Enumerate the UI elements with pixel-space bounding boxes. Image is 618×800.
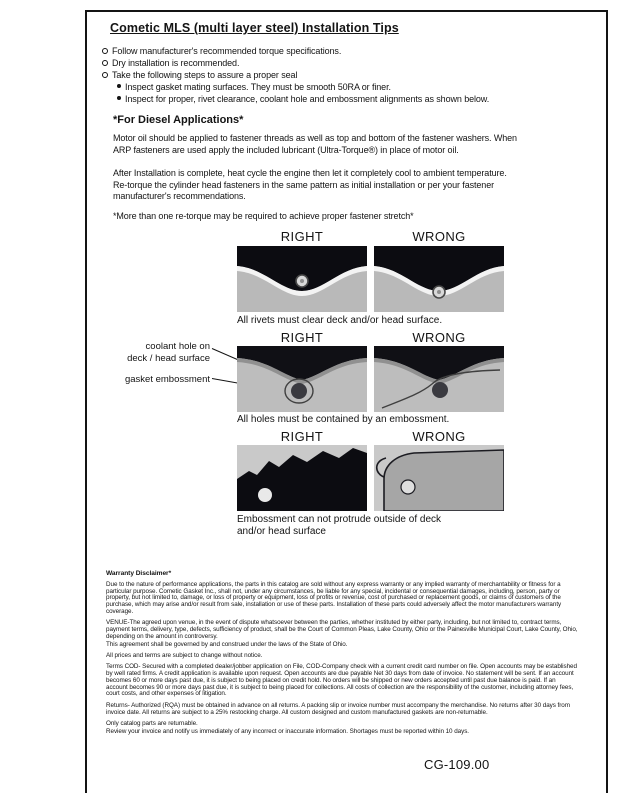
list-item-text: Inspect gasket mating surfaces. They must be smooth 50RA or finer.	[125, 82, 391, 92]
row3-right-header: RIGHT	[280, 429, 324, 444]
list-item	[102, 57, 489, 69]
row2-caption: All holes must be contained by an embossment.	[237, 414, 450, 425]
embossment-wrong-diagram	[374, 346, 504, 412]
circle-bullet-icon	[102, 72, 108, 78]
embossment-protruding-illustration-icon	[374, 445, 504, 511]
list-item-text: Follow manufacturer's recommended torque specifications.	[112, 46, 342, 56]
coolant-hole-label-line2: deck / head surface	[127, 353, 210, 364]
row1-right-header: RIGHT	[280, 229, 324, 244]
disclaimer-paragraph: Review your invoice and notify us immediately of any incorrect or inaccurate information. Shortages must be reported within 10 days.	[106, 727, 469, 735]
list-item	[117, 93, 489, 105]
list-item-text: Inspect for proper, rivet clearance, coolant hole and embossment alignments as shown below.	[125, 94, 490, 104]
circle-bullet-icon	[102, 48, 108, 54]
rivet-wrong-diagram	[374, 246, 504, 312]
disclaimer-paragraph: Returns- Authorized (RQA) must be obtained in advance on all returns. A packing slip or invoice number must accompany the merchandise. No returns after 30 days from invoice date. All returns are subject to a 25% restocking charge. All custom designed and custom manufactured gaskets are non-returnable.	[106, 701, 570, 716]
page-code: CG-109.00	[424, 757, 490, 772]
row3-wrong-header: WRONG	[412, 429, 466, 444]
disclaimer-paragraph: This agreement shall be governed by and construed under the laws of the State of Ohio.	[106, 640, 348, 648]
dot-bullet-icon	[117, 84, 121, 88]
list-item	[102, 45, 489, 57]
embossment-inside-illustration-icon	[237, 445, 367, 511]
disclaimer-paragraph: VENUE-The agreed upon venue, in the event of dispute whatsoever between the parties, whether instituted by either party, including, but not limited to, contract terms, payment terms, delivery, type, defects, sufficiency of product, shall be the Court of Common Pleas, Lake County, Ohio or the Painesville Municipal Court, Lake County, Ohio, depending on the amount in controversy.	[106, 619, 578, 640]
list-item-text: Dry installation is recommended.	[112, 58, 240, 68]
installation-tips-sublist	[117, 81, 489, 105]
disclaimer-paragraph: Due to the nature of performance applications, the parts in this catalog are sold without any express warranty or any implied warranty of merchantability or fitness for a particular purpose. Cometic Gasket Inc., shall not, under any circumstances, be liable for any special, incidental or consequential damages, including, person, party or property, but not limited to, damage, or loss of property or equipment, loss of profits or revenue, cost of purchased or replacement goods, or claims of customers of the purchase, which may arise and/or result from sale, installation or use of these parts. Installation of these parts could adversely affect the motor manufacturers warranty coverage.	[106, 580, 562, 615]
row2-wrong-header: WRONG	[412, 330, 466, 345]
row2-right-header: RIGHT	[280, 330, 324, 345]
page-border-right	[606, 10, 608, 793]
gasket-embossment-label: gasket embossment	[124, 374, 210, 385]
retorque-note: *More than one re-torque may be required to achieve proper fastener stretch*	[113, 211, 414, 221]
diesel-paragraph-2: After Installation is complete, heat cycle the engine then let it completely cool to ambient temperature. Re-torque the cylinder head fasteners in the same pattern as initial installation or per your fastener manufacturer's recommendations.	[113, 168, 507, 201]
rivet-right-diagram	[237, 246, 367, 312]
page-border-top	[85, 10, 608, 12]
row1-caption: All rivets must clear deck and/or head surface.	[237, 315, 443, 326]
disclaimer-paragraph: Terms COD- Secured with a completed dealer/jobber application on File, COD-Company check with a current credit card number on file. Open accounts may be established by well rated firms. A credit application is available upon request. Open accounts are due payable Net 30 days from date of invoice. No statement will be sent. If an account becomes 60 or more days past due, it is subject to being placed on credit hold. No orders will be shipped or new orders accepted until past due balance is paid. If an account becomes 90 or more days past due, it is subject to being placed for collections. All costs of collection are the responsibility of the customer, including attorney fees, court costs, and other expenses of litigation.	[106, 663, 577, 698]
page-title: Cometic MLS (multi layer steel) Installation Tips	[110, 21, 399, 35]
dot-bullet-icon	[117, 96, 121, 100]
installation-tips-list	[102, 45, 489, 105]
hole-contained-illustration-icon	[237, 346, 367, 412]
coolant-hole-label-line1: coolant hole on	[145, 341, 210, 352]
page-border-left	[85, 10, 87, 793]
disclaimer-paragraph: All prices and terms are subject to change without notice.	[106, 651, 263, 659]
warranty-disclaimer-section	[106, 571, 578, 740]
coolant-hole-label	[118, 341, 210, 365]
disclaimer-heading: Warranty Disclaimer*	[106, 570, 172, 577]
row3-caption: Embossment can not protrude outside of deck and/or head surface	[237, 514, 442, 537]
rivet-clear-illustration-icon	[237, 246, 367, 312]
list-item	[102, 69, 489, 81]
protrusion-wrong-diagram	[374, 445, 504, 511]
row1-wrong-header: WRONG	[412, 229, 466, 244]
rivet-overlap-illustration-icon	[374, 246, 504, 312]
diesel-paragraph-1: Motor oil should be applied to fastener threads as well as top and bottom of the fastener washers. When ARP fasteners are used apply the included lubricant (Ultra-Torque®) in place of motor oil.	[113, 133, 517, 155]
circle-bullet-icon	[102, 60, 108, 66]
list-item-text: Take the following steps to assure a proper seal	[112, 70, 298, 80]
list-item	[117, 81, 489, 93]
diesel-section-heading: *For Diesel Applications*	[113, 114, 244, 126]
protrusion-right-diagram	[237, 445, 367, 511]
disclaimer-paragraph: Only catalog parts are returnable.	[106, 719, 198, 727]
embossment-right-diagram	[237, 346, 367, 412]
hole-not-contained-illustration-icon	[374, 346, 504, 412]
